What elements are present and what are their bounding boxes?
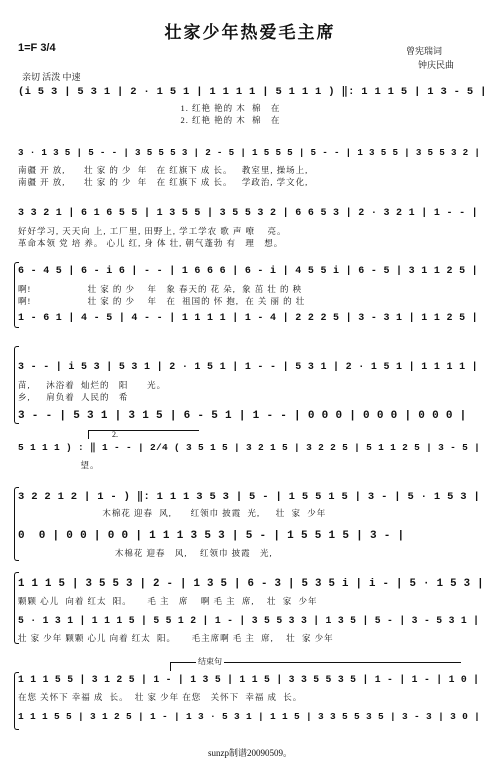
key-signature: 1=F 3/4	[18, 42, 56, 54]
ending-label: 结束句	[198, 657, 222, 666]
score-row-5: 1 - 6 1 | 4 - 5 | 4 - - | 1 1 1 1 | 1 - 4 | 2 2 2 5 | 3 - 3 1 | 1 1 2 5 |	[18, 313, 478, 324]
second-ending-label: 2.	[112, 430, 118, 439]
score-row-14: 1 1 1 5 5 | 3 1 2 5 | 1 - | 1 3 · 5 3 1 | 1 1 5 | 3 3 5 5 3 5 | 3 - 3 | 3 0 |	[18, 711, 481, 722]
lyric-line: 南疆 开 放, 壮 家 的 少 年 在 红旗下 成 长。 教室里, 操场上,	[18, 165, 309, 175]
lyric-line: 2. 红艳 艳的 木 棉 在	[18, 115, 281, 125]
score-row-6: 3 - - | i 5 3 | 5 3 1 | 2 · 1 5 1 | 1 - - | 5 3 1 | 2 · 1 5 1 | 1 1 1 1 |	[18, 362, 478, 373]
lyric-line: 南疆 开 放, 壮 家 的 少 年 在 红旗下 成 长。 学政治, 学文化,	[18, 177, 309, 187]
score-row-2: 3 · 1 3 5 | 5 - - | 3 5 5 5 3 | 2 - 5 | 1 5 5 5 | 5 - - | 1 3 5 5 | 3 5 5 3 2 |	[18, 147, 481, 158]
lyric-line: 乡, 肩负着 人民的 希	[18, 392, 129, 402]
lyric-line: 革命本领 党 培 养。 心儿 红, 身 体 壮, 朝气蓬勃 有 理 想。	[18, 238, 284, 248]
lyric-line: 木棉花 迎春 风, 红领巾 披霞 光, 壮 家 少年	[18, 508, 327, 518]
transcriber-note: sunzp制谱20090509。	[208, 748, 292, 758]
lyric-line: 啊! 壮 家 的 少 年 象 春天的 花 朵, 象 茁 壮 的 秧	[18, 284, 303, 294]
lyric-line: 壮 家 少年 颗颗 心儿 向着 红太 阳。 毛主席啊 毛 主 席, 壮 家 少年	[18, 633, 334, 643]
score-row-9: 3 2 2 1 2 | 1 - ) ‖: 1 1 1 3 5 3 | 5 - | 1 5 5 1 5 | 3 - | 5 · 1 5 3 |	[18, 491, 481, 503]
score-row-8: 5 1 1 1 ) : ‖ 1 - - | 2/4 ( 3 5 1 5 | 3 2 1 5 | 3 2 2 5 | 5 1 1 2 5 | 3 - 5 |	[18, 442, 481, 453]
score-row-12: 5 · 1 3 1 | 1 1 1 5 | 5 5 1 2 | 1 - | 3 5 5 3 3 | 1 3 5 | 5 - | 3 - 5 3 1 |	[18, 615, 480, 626]
lyric-line: 苗, 沐浴着 灿烂的 阳 光。	[18, 380, 167, 390]
lyric-line: 木棉花 迎春 风, 红领巾 披霞 光,	[18, 548, 273, 558]
tempo-marking: 亲切 活泼 中速	[22, 72, 81, 82]
score-row-11: 1 1 1 5 | 3 5 5 3 | 2 - | 1 3 5 | 6 - 3 | 5 3 5 i | i - | 5 · 1 5 3 |	[18, 578, 484, 590]
composer-credit: 钟庆民曲	[417, 60, 454, 70]
song-title: 壮家少年热爱毛主席	[164, 23, 336, 42]
lyricist-credit: 曾宪瑞词	[405, 46, 442, 56]
lyric-line: 望。	[18, 460, 100, 470]
lyric-line: 1. 红艳 艳的 木 棉 在	[18, 103, 281, 113]
score-row-1: (i 5 3 | 5 3 1 | 2 · 1 5 1 | 1 1 1 1 | 5 1 1 1 ) ‖: 1 1 1 5 | 1 3 - 5 |	[18, 86, 487, 98]
second-ending-bracket	[88, 430, 199, 439]
lyric-line: 颗颗 心儿 向着 红太 阳。 毛 主 席 啊 毛 主 席, 壮 家 少年	[18, 596, 318, 606]
score-row-7: 3 - - | 5 3 1 | 3 1 5 | 6 - 5 1 | 1 - - | 0 0 0 | 0 0 0 | 0 0 0 |	[18, 410, 467, 422]
lyric-line: 在您 关怀下 幸福 成 长。 壮 家 少年 在您 关怀下 幸福 成 长。	[18, 692, 303, 702]
lyric-line: 啊! 壮 家 的 少 年 在 祖国的 怀 抱, 在 关 丽 的 壮	[18, 296, 306, 306]
score-row-3: 3 3 2 1 | 6 1 6 5 5 | 1 3 5 5 | 3 5 5 3 2 | 6 6 5 3 | 2 · 3 2 1 | 1 - - |	[18, 208, 478, 219]
score-row-13: 1 1 1 5 5 | 3 1 2 5 | 1 - | 1 3 5 | 1 1 5 | 3 3 5 5 3 5 | 1 - | 1 - | 1 0 |	[18, 674, 480, 685]
lyric-line: 好好学习, 天天向 上, 工厂里, 田野上, 学工学农 歌 声 嘹 亮。	[18, 226, 287, 236]
score-row-4: 6 - 4 5 | 6 - i 6 | - - | 1 6 6 6 | 6 - i | 4 5 5 i | 6 - 5 | 3 1 1 2 5 |	[18, 266, 478, 277]
score-row-10: 0 0 | 0 0 | 0 0 | 1 1 1 3 5 3 | 5 - | 1 5 5 1 5 | 3 - |	[18, 530, 405, 542]
